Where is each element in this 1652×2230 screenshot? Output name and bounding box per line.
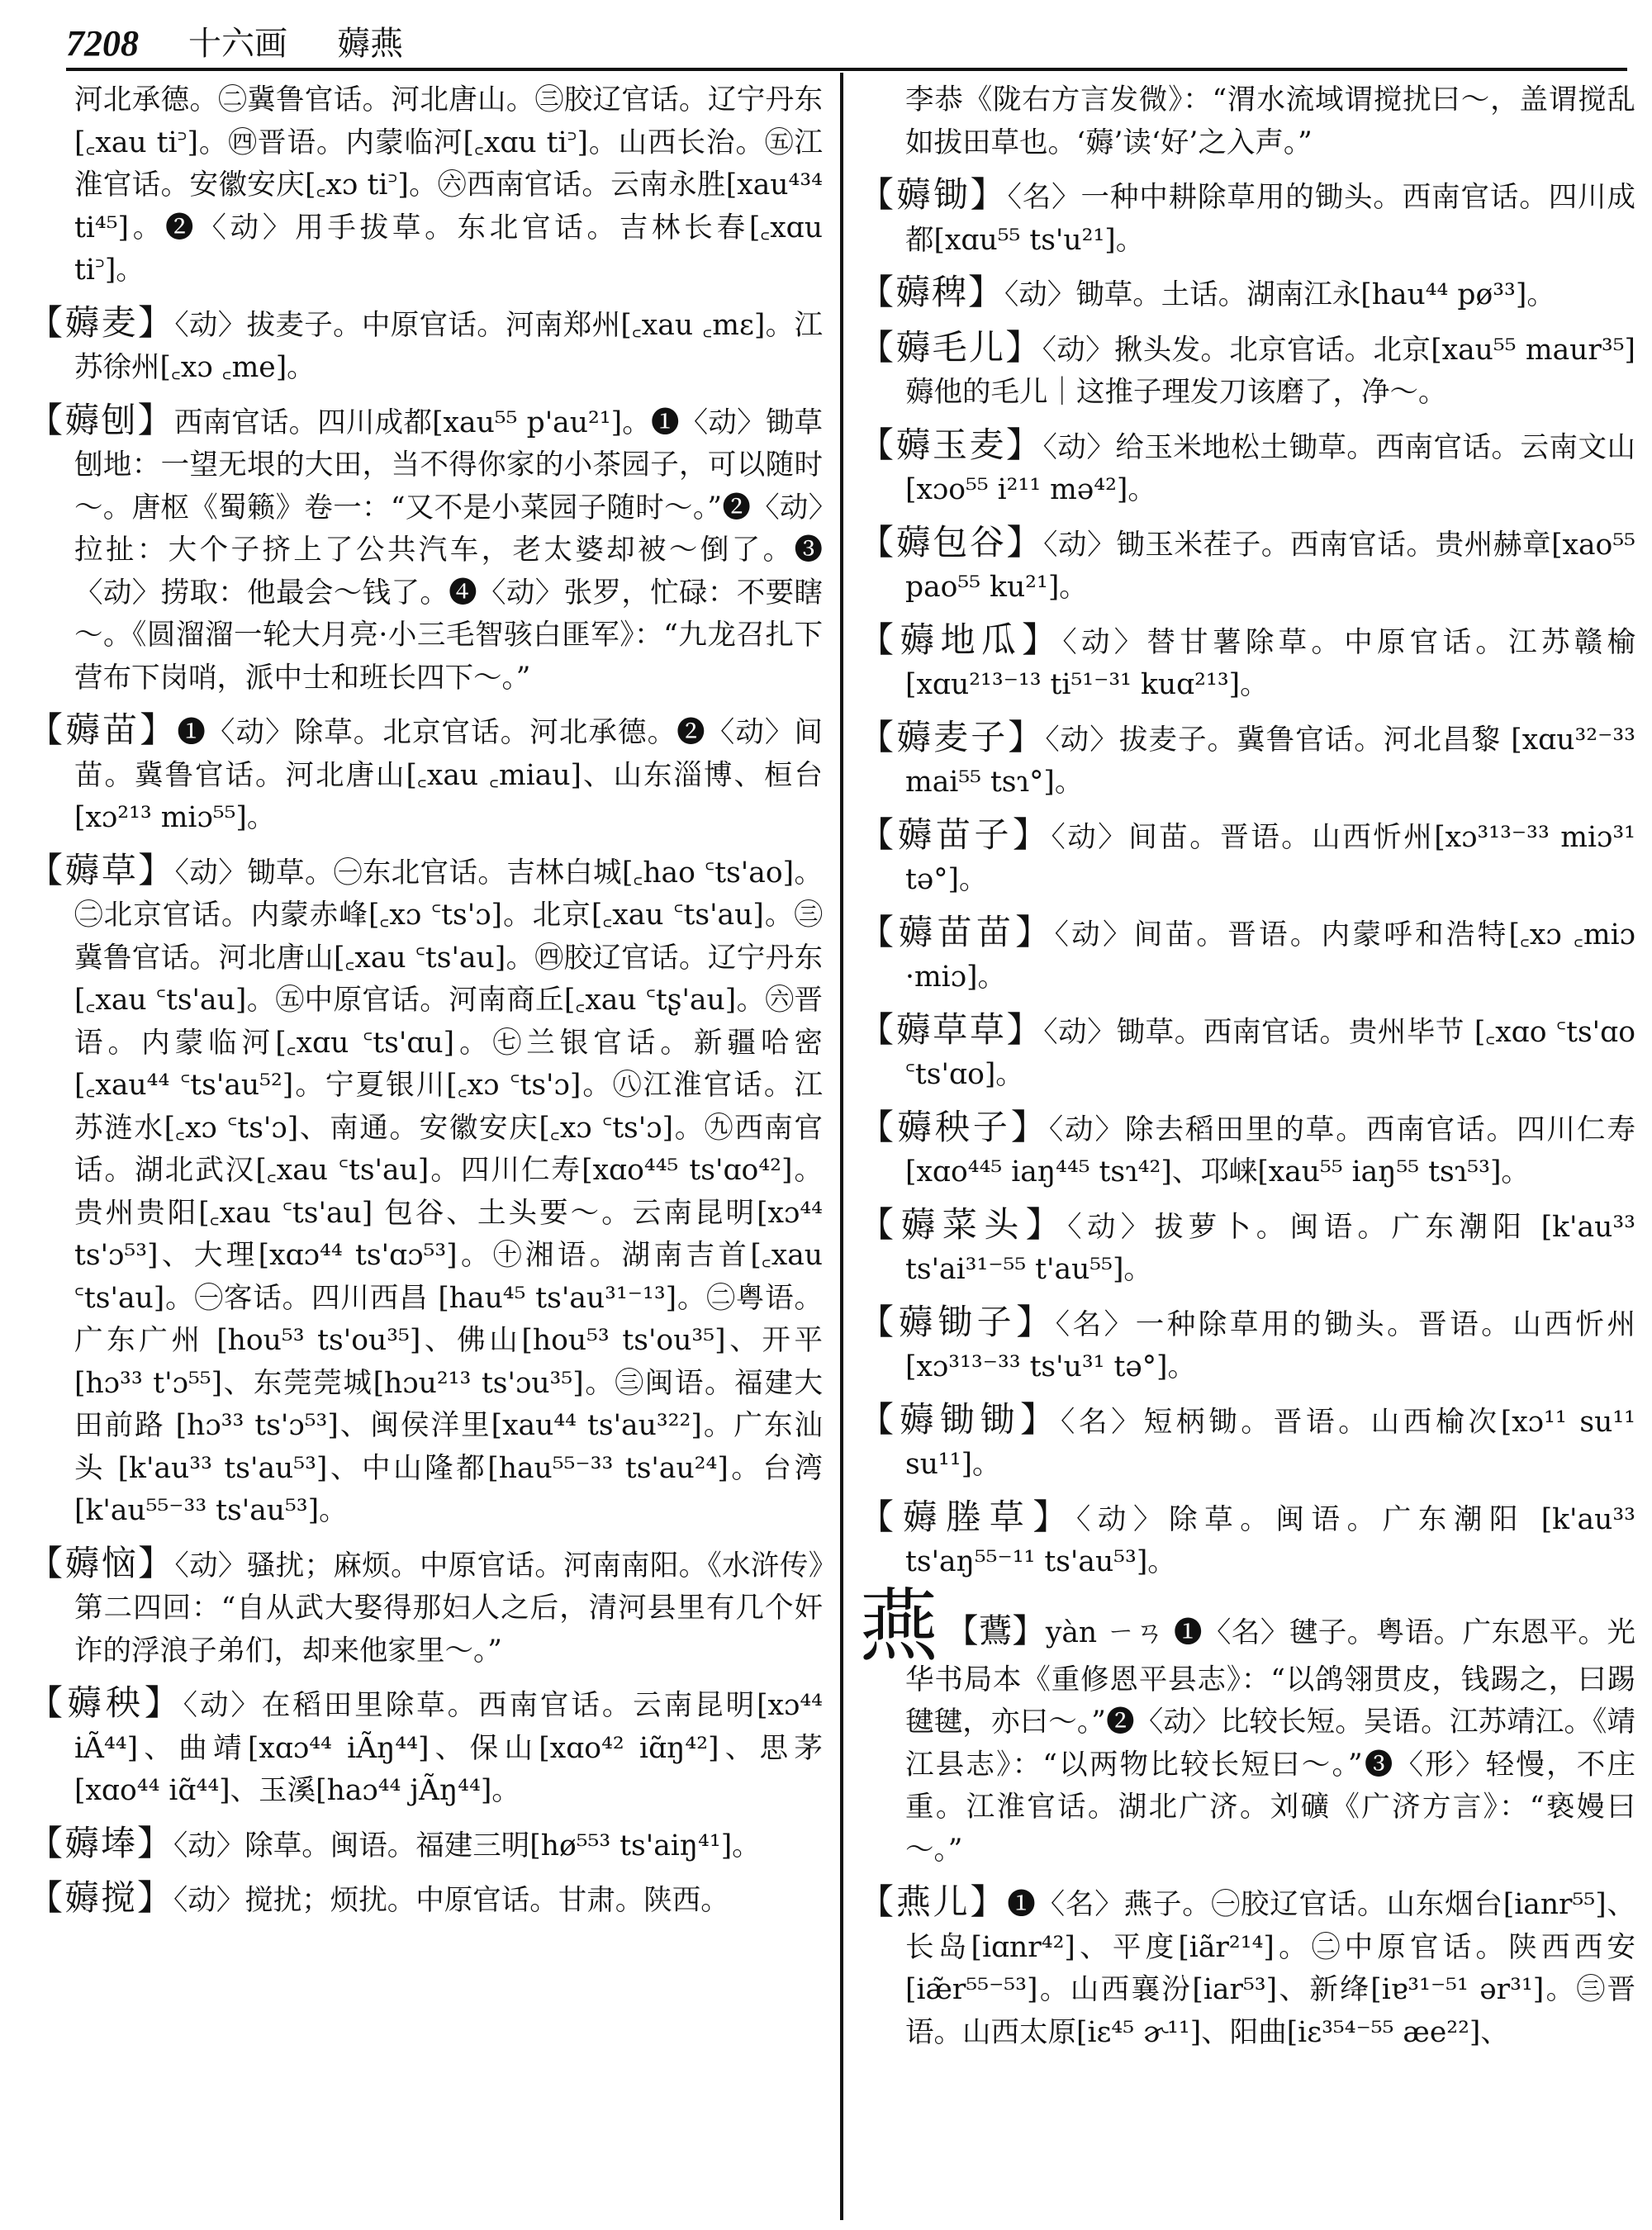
- entry-text: 河北承德。㊁冀鲁官话。河北唐山。㊂胶辽官话。辽宁丹东[꜀xau ti꜄]。㊃晋语。内蒙临河[꜀xɑu ti꜄]。山西长治。㊄江淮官话。安徽安庆[꜀xɔ ti꜄]。㊅西南官话。云南永胜[xau⁴³⁴ ti⁴⁵]。❷〈动〉用手拔草。东北官话。吉林长春[꜀xɑu ti꜄]。: [74, 83, 823, 287]
- headword: 【薅刨】: [28, 399, 174, 440]
- headword: 【薅恼】: [28, 1542, 175, 1583]
- entry-text: 〈动〉在稻田里除草。西南官话。云南昆明[xɔ⁴⁴ iÃ⁴⁴]、曲靖[xɑɔ⁴⁴ iÃŋ⁴⁴]、保山[xɑo⁴² iɑ̃ŋ⁴²]、思茅[xɑo⁴⁴ iɑ̃⁴⁴]、玉溪[haɔ⁴⁴ jÃŋ⁴⁴]。: [74, 1689, 823, 1807]
- entry-text: 〈动〉替甘薯除草。中原官话。江苏赣榆[xɑu²¹³⁻¹³ ti⁵¹⁻³¹ kuɑ²¹³]。: [905, 625, 1635, 701]
- page-header: [66, 18, 1627, 64]
- entry-continuation: [859, 79, 1635, 164]
- entry-text: 〈动〉拔萝卜。闽语。广东潮阳 [k'au³³ ts'ai³¹⁻⁵⁵ t'au⁵⁵]。: [905, 1210, 1635, 1286]
- headword: 【薅塍草】: [859, 1496, 1077, 1537]
- headword: 【薅苗】: [28, 709, 178, 750]
- dictionary-entry: [859, 521, 1635, 610]
- entry-text: 李恭《陇右方言发微》：“渭水流域谓搅扰曰～，盖谓搅乱如拔田草也。‘薅’读‘好’之入声。”: [905, 83, 1635, 159]
- headword: 【薅毛儿】: [859, 326, 1042, 368]
- entry-text: 〈动〉锄草。㊀东北官话。吉林白城[꜀hao ꜂ts'ao]。㊁北京官话。内蒙赤峰[꜀xɔ ꜂ts'ɔ]。北京[꜀xau ꜂ts'au]。㊂冀鲁官话。河北唐山[꜀xau ꜂ts'au]。㊃胶辽官话。辽宁丹东[꜀xau ꜂ts'au]。㊄中原官话。河南商丘[꜀xau ꜂tʂ'au]。㊅晋语。内蒙临河[꜀xɑu ꜂ts'ɑu]。㊆兰银官话。新疆哈密[꜀xau⁴⁴ ꜂ts'au⁵²]。宁夏银川[꜀xɔ ꜂ts'ɔ]。㊇江淮官话。江苏涟水[꜀xɔ ꜂ts'ɔ]、南通。安徽安庆[꜀xɔ ꜂ts'ɔ]。㊈西南官话。湖北武汉[꜀xau ꜂ts'au]。四川仁寿[xɑo⁴⁴⁵ ts'ɑo⁴²]。贵州贵阳[꜀xau ꜂ts'au] 包谷、土头要～。云南昆明[xɔ⁴⁴ ts'ɔ⁵³]、大理[xɑɔ⁴⁴ ts'ɑɔ⁵³]。㊉湘语。湖南吉首[꜀xau ꜂ts'au]。㊀客话。四川西昌 [hau⁴⁵ ts'au³¹⁻¹³]。㊁粤语。广东广州 [hou⁵³ ts'ou³⁵]、佛山[hou⁵³ ts'ou³⁵]、开平[hɔ³³ t'ɔ⁵⁵]、东莞莞城[hɔu²¹³ ts'ɔu³⁵]。㊂闽语。福建大田前路 [hɔ³³ ts'ɔ⁵³]、闽侯洋里[xau⁴⁴ ts'au³²²]。广东汕头 [k'au³³ ts'au⁵³]、中山隆都[hau⁵⁵⁻³³ ts'au²⁴]。台湾[k'au⁵⁵⁻³³ ts'au⁵³]。: [74, 856, 823, 1527]
- dictionary-entry: [859, 271, 1635, 317]
- entry-text: 〈动〉拔麦子。冀鲁官话。河北昌黎 [xɑu³²⁻³³ mai⁵⁵ tsɿ°]。: [905, 723, 1635, 799]
- headword: 【薅麦】: [28, 301, 175, 343]
- headword: 【燕儿】: [859, 1881, 1008, 1922]
- entry-text: ❶〈动〉除草。北京官话。河北承德。❷〈动〉间苗。冀鲁官话。河北唐山[꜀xau ꜀miau]、山东淄博、桓台[xɔ²¹³ miɔ⁵⁵]。: [74, 716, 823, 834]
- section-label: 十六画: [188, 25, 287, 63]
- entry-text: 〈动〉锄草。西南官话。贵州毕节 [꜀xɑo ꜂ts'ɑo ꜂ts'ɑo]。: [905, 1015, 1635, 1091]
- dictionary-entry: [28, 1682, 823, 1813]
- dictionary-entry: [859, 1881, 1635, 2054]
- left-column: [28, 79, 823, 2227]
- entry-text: 〈动〉拔麦子。中原官话。河南郑州[꜀xau ꜀mɛ]。江苏徐州[꜀xɔ ꜀me]。: [74, 308, 823, 384]
- headword: 【薅苗子】: [859, 814, 1051, 855]
- entry-text: 〈动〉除去稻田里的草。西南官话。四川仁寿[xɑo⁴⁴⁵ iaŋ⁴⁴⁵ tsɿ⁴²]、邛崃[xau⁵⁵ iaŋ⁵⁵ tsɿ⁵³]。: [905, 1113, 1635, 1189]
- headword: 【薅包谷】: [859, 521, 1044, 562]
- dictionary-entry: [859, 814, 1635, 902]
- headword: 【薅菜头】: [859, 1203, 1068, 1245]
- dictionary-entry: [28, 301, 823, 390]
- headword: 【薅苗苗】: [859, 911, 1055, 952]
- dictionary-entry: [859, 326, 1635, 415]
- header-headwords: 薅燕: [337, 25, 403, 63]
- entry-continuation: [28, 79, 823, 292]
- entry-text: 〈名〉一种除草用的锄头。晋语。山西忻州[xɔ³¹³⁻³³ ts'u³¹ tə°]。: [905, 1307, 1635, 1383]
- entry-text: 〈动〉间苗。晋语。山西忻州[xɔ³¹³⁻³³ miɔ³¹ tə°]。: [905, 820, 1635, 896]
- headword: 【薅稗】: [859, 272, 1005, 312]
- dictionary-entry: [859, 1496, 1635, 1584]
- headword: 【薅埲】: [28, 1822, 174, 1863]
- variant-form: 【鷰】: [945, 1611, 1046, 1650]
- dictionary-entry: [28, 1822, 823, 1868]
- dictionary-entry: [28, 399, 823, 700]
- entry-text: 〈动〉给玉米地松土锄草。西南官话。云南文山[xɔo⁵⁵ i²¹¹ mə⁴²]。: [905, 430, 1635, 506]
- dictionary-entry: [28, 1542, 823, 1673]
- entry-text: yàn ㄧㄢ ❶〈名〉毽子。粤语。广东恩平。光华书局本《重修恩平县志》：“以鸽翎贯皮，钱踢之，曰踢毽毽，亦曰～。”❷〈动〉比较长短。吴语。江苏靖江。《靖江县志》：“以两物比较长短曰～。”❸〈形〉轻慢，不庄重。江淮官话。湖北广济。刘礦《广济方言》：“亵嫚曰～。”: [905, 1616, 1635, 1867]
- dictionary-entry: [859, 1008, 1635, 1097]
- dictionary-entry: [28, 1877, 823, 1923]
- entry-text: ❶〈名〉燕子。㊀胶辽官话。山东烟台[ianr⁵⁵]、长岛[iɑnr⁴²]、平度[iãr²¹⁴]。㊁中原官话。陕西西安[iæ̃r⁵⁵⁻⁵³]。山西襄汾[iar⁵³]、新绛[iɐ³¹⁻⁵¹ ər³¹]。㊂晋语。山西太原[iɛ⁴⁵ ɚ¹¹]、阳曲[iɛ³⁵⁴⁻⁵⁵ æe²²]、: [905, 1888, 1635, 2049]
- entry-text: 〈动〉间苗。晋语。内蒙呼和浩特[꜀xɔ ꜀miɔ ·miɔ]。: [905, 918, 1635, 994]
- character-entry: [859, 1579, 1635, 1872]
- dictionary-entry: [859, 716, 1635, 804]
- headword: 【薅草草】: [859, 1008, 1044, 1050]
- right-column: [859, 79, 1635, 2227]
- dictionary-entry: [28, 849, 823, 1533]
- header-rule: [66, 68, 1627, 71]
- headword: 【薅锄】: [859, 174, 1008, 215]
- headword: 【薅锄子】: [859, 1301, 1056, 1342]
- entry-text: 〈名〉一种中耕除草用的锄头。西南官话。四川成都[xɑu⁵⁵ ts'u²¹]。: [905, 181, 1635, 257]
- entry-text: 西南官话。四川成都[xau⁵⁵ p'au²¹]。❶〈动〉锄草刨地：一望无垠的大田，当不得你家的小茶园子，可以随时～。唐枢《蜀籁》卷一：“又不是小菜园子随时～。”❷〈动〉拉扯：大个子挤上了公共汽车，老太婆却被～倒了。❸〈动〉捞取：他最会～钱了。❹〈动〉张罗，忙碌：不要瞎～。《圆溜溜一轮大月亮·小三毛智骇白匪军》：“九龙召扎下营布下岗哨，派中士和班长四下～。”: [74, 406, 823, 695]
- headword: 【薅麦子】: [859, 716, 1046, 757]
- dictionary-entry: [859, 911, 1635, 999]
- dictionary-entry: [859, 619, 1635, 707]
- entry-text: 〈动〉骚扰；麻烦。中原官话。河南南阳。《水浒传》第二四回：“自从武大娶得那妇人之后，清河县里有几个奸诈的浮浪子弟们，却来他家里～。”: [74, 1549, 823, 1668]
- dictionary-entry: [859, 1203, 1635, 1292]
- entry-text: 〈动〉揪头发。北京官话。北京[xau⁵⁵ maur³⁵] 薅他的毛儿｜这推子理发刀该磨了，净～。: [905, 333, 1635, 409]
- entry-text: 〈动〉除草。闽语。福建三明[hø⁵⁵³ ts'aiŋ⁴¹]。: [173, 1829, 761, 1862]
- entry-text: 〈动〉搅扰；烦扰。中原官话。甘肃。陕西。: [173, 1884, 729, 1917]
- entry-text: 〈动〉锄玉米茬子。西南官话。贵州赫章[xao⁵⁵ pao⁵⁵ ku²¹]。: [905, 528, 1635, 604]
- headword: 【薅地瓜】: [859, 619, 1063, 660]
- dictionary-entry: [859, 424, 1635, 512]
- headword: 【薅秧】: [28, 1682, 183, 1723]
- headword: 【薅玉麦】: [859, 424, 1043, 465]
- character-headword: 燕: [859, 1579, 941, 1672]
- entry-text: 〈动〉除草。闽语。广东潮阳 [k'au³³ ts'aŋ⁵⁵⁻¹¹ ts'au⁵³]。: [905, 1502, 1635, 1578]
- headword: 【薅秧子】: [859, 1106, 1049, 1147]
- dictionary-entry: [859, 1301, 1635, 1389]
- dictionary-entry: [859, 173, 1635, 262]
- page-number: 7208: [66, 23, 139, 64]
- dictionary-entry: [859, 1398, 1635, 1487]
- headword: 【薅草】: [28, 849, 175, 890]
- dictionary-entry: [859, 1106, 1635, 1194]
- headword: 【薅锄锄】: [859, 1398, 1061, 1440]
- entry-text: 〈动〉锄草。土话。湖南江永[hau⁴⁴ pø³³]。: [1004, 278, 1555, 311]
- dictionary-entry: [28, 709, 823, 840]
- column-divider: [840, 73, 843, 2220]
- headword: 【薅搅】: [28, 1877, 174, 1918]
- entry-text: 〈名〉短柄锄。晋语。山西榆次[xɔ¹¹ su¹¹ su¹¹]。: [905, 1405, 1635, 1481]
